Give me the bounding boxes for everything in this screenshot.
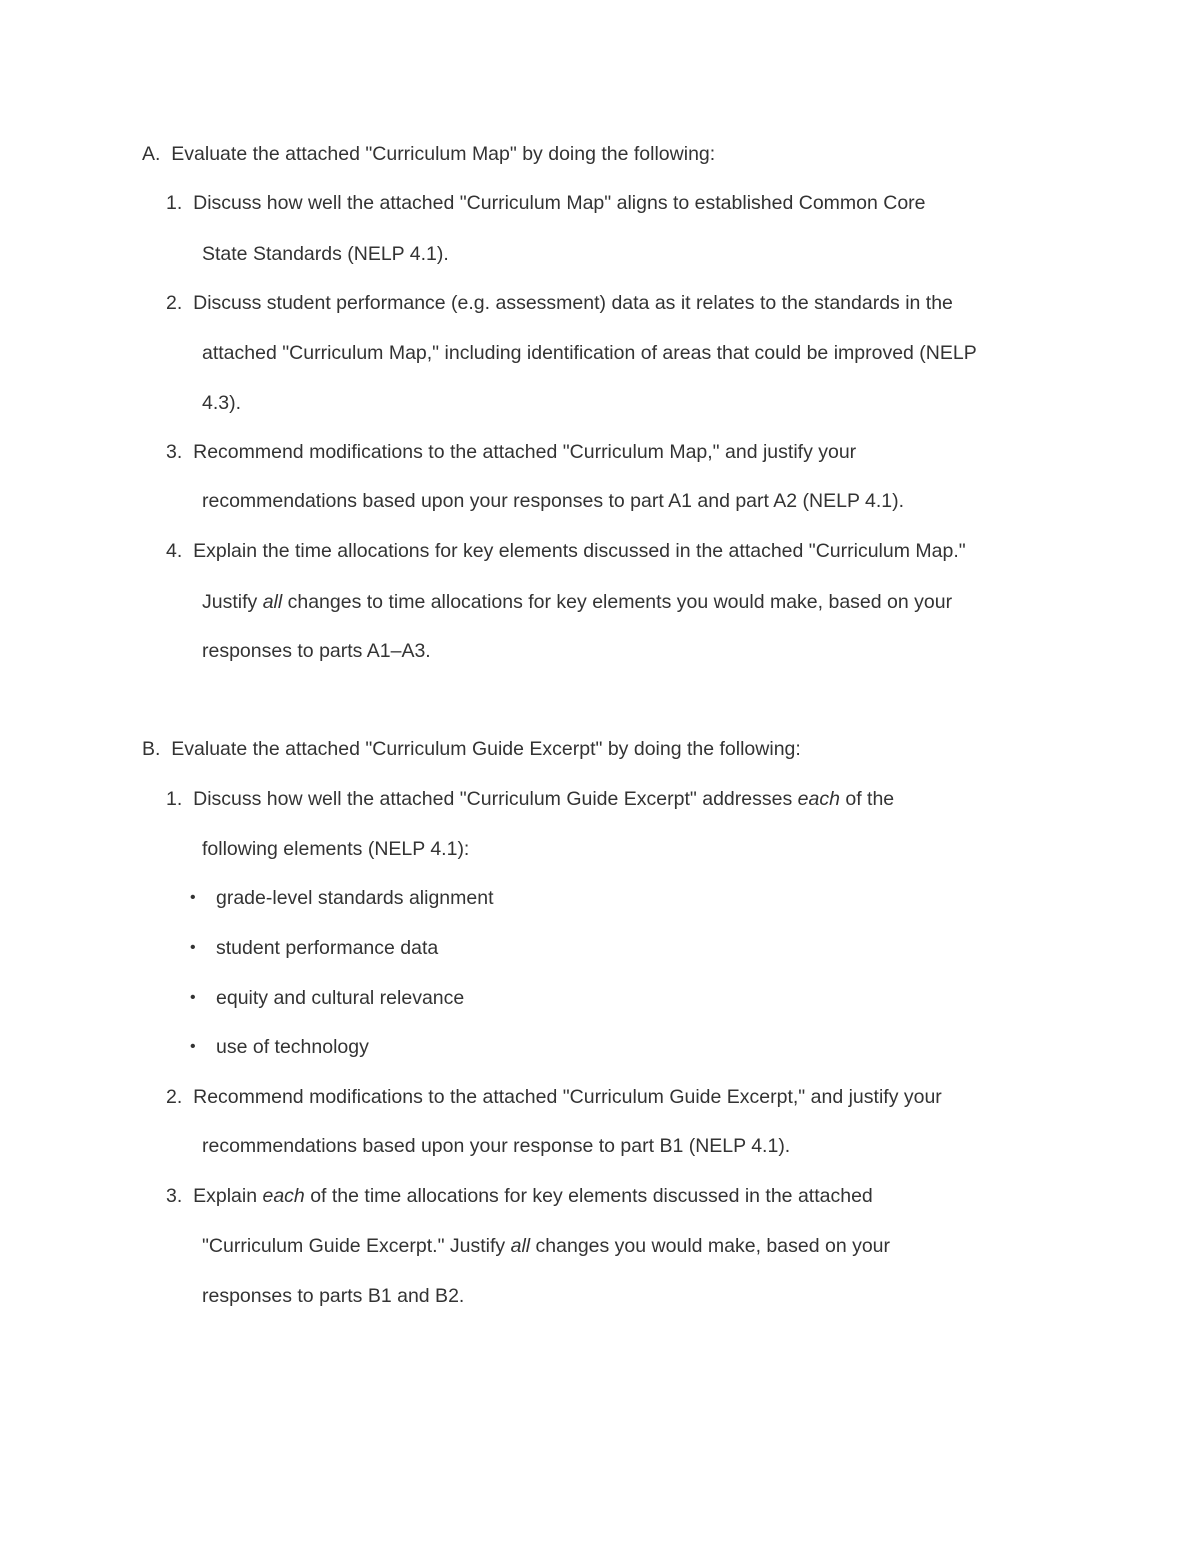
section-a-marker: A.: [142, 143, 161, 165]
list-item-text: Recommend modifications to the attached "Curriculum Guide Excerpt," and justify your: [193, 1086, 942, 1108]
section-b-item-2: [166, 1085, 942, 1109]
bullet-icon: •: [190, 989, 196, 1006]
emphasis-text: all: [262, 591, 283, 613]
section-b-item-3-cont: responses to parts B1 and B2.: [202, 1285, 465, 1307]
emphasis-text: each: [797, 788, 840, 810]
list-item-text: Discuss student performance (e.g. assessment) data as it relates to the standards in the: [193, 292, 953, 314]
bullet-icon: •: [190, 1038, 196, 1055]
section-b-marker: B.: [142, 738, 161, 760]
bullet-item: student performance data: [216, 937, 439, 959]
list-marker: 3.: [166, 441, 183, 463]
list-item-text: Recommend modifications to the attached "Curriculum Map," and justify your: [193, 441, 857, 463]
section-a-item-2-cont: 4.3).: [202, 392, 242, 414]
section-b-item-1: [166, 787, 894, 811]
section-a-item-2-cont: attached "Curriculum Map," including identification of areas that could be improved (NELP: [202, 342, 977, 364]
section-b-item-2-cont: recommendations based upon your response to part B1 (NELP 4.1).: [202, 1135, 791, 1157]
text-run: of the: [839, 788, 895, 810]
bullet-icon: •: [190, 889, 196, 906]
text-run: Justify: [202, 591, 263, 613]
text-run: of the time allocations for key elements discussed in the attached: [304, 1185, 873, 1207]
list-marker: 1.: [166, 788, 183, 810]
list-item-text: Explain the time allocations for key elements discussed in the attached "Curriculum Map.": [193, 540, 966, 562]
section-a-item-4: [166, 539, 966, 563]
section-a-item-3: [166, 440, 856, 464]
section-b-heading-text: Evaluate the attached "Curriculum Guide Excerpt" by doing the following:: [171, 738, 801, 760]
text-run: changes to time allocations for key elements you would make, based on your: [282, 591, 953, 613]
text-run: Discuss how well the attached "Curriculum Guide Excerpt" addresses: [193, 788, 798, 810]
list-marker: 4.: [166, 540, 183, 562]
text-run: changes you would make, based on your: [530, 1235, 891, 1257]
list-marker: 1.: [166, 192, 183, 214]
section-b-item-1-cont: following elements (NELP 4.1):: [202, 838, 470, 860]
bullet-item: equity and cultural relevance: [216, 987, 465, 1009]
bullet-item: grade-level standards alignment: [216, 887, 494, 909]
section-a-item-1-cont: State Standards (NELP 4.1).: [202, 243, 449, 265]
section-a-item-3-cont: recommendations based upon your responses to part A1 and part A2 (NELP 4.1).: [202, 490, 905, 512]
section-a-item-1: [166, 191, 926, 215]
section-a-item-2: [166, 291, 953, 315]
text-run: Explain: [193, 1185, 263, 1207]
section-a-item-4-cont: responses to parts A1–A3.: [202, 640, 431, 662]
list-marker: 2.: [166, 292, 183, 314]
section-b-item-3-cont: [202, 1234, 890, 1258]
section-b-heading: [142, 737, 801, 761]
text-run: "Curriculum Guide Excerpt." Justify: [202, 1235, 511, 1257]
section-a-heading-text: Evaluate the attached "Curriculum Map" by doing the following:: [171, 143, 716, 165]
list-item-text: Discuss how well the attached "Curriculum Map" aligns to established Common Core: [193, 192, 926, 214]
list-marker: 2.: [166, 1086, 183, 1108]
section-a-heading: [142, 142, 715, 166]
list-marker: 3.: [166, 1185, 183, 1207]
bullet-item: use of technology: [216, 1036, 369, 1058]
section-b-item-3: [166, 1184, 873, 1208]
section-a-item-4-cont: [202, 590, 952, 614]
emphasis-text: all: [510, 1235, 531, 1257]
emphasis-text: each: [262, 1185, 305, 1207]
bullet-icon: •: [190, 939, 196, 956]
